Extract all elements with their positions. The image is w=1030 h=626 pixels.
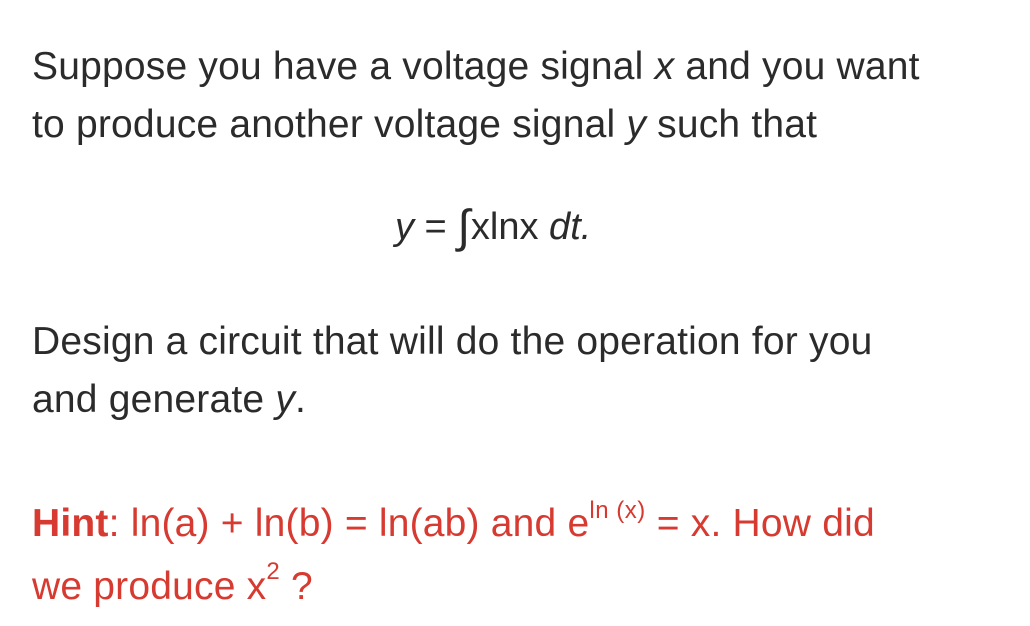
equals-sign: = [414, 206, 458, 248]
hint-line-1: Hint: ln(a) + ln(b) = ln(ab) and $e^{ln (x)} = x$. How did [32, 497, 875, 545]
hint-line-2: we produce $x^2$ ? [32, 558, 313, 608]
hint-label: Hint [32, 502, 109, 545]
hint-square-exponent: 2 [266, 558, 280, 585]
integrand: xlnx [470, 206, 539, 248]
integral-sign: ∫ [457, 200, 470, 252]
question-text [32, 38, 920, 154]
var-x: x [654, 45, 675, 88]
question-line-1: Suppose you have a voltage signal x and you want [32, 45, 920, 88]
hint-question: = x. How did [645, 502, 875, 545]
design-line-2: and generate y. [32, 378, 307, 421]
question-line-2: to produce another voltage signal y such that [32, 103, 818, 146]
hint-exponent: ln (x) [589, 497, 646, 524]
differential: dt. [538, 206, 592, 248]
design-instruction [32, 313, 872, 429]
var-y: y [626, 103, 647, 146]
equation-lhs: y [395, 206, 414, 248]
hint-text [32, 495, 875, 621]
integral-equation [395, 198, 591, 252]
var-y-output: y [275, 378, 296, 421]
design-line-1: Design a circuit that will do the operation for you [32, 320, 873, 363]
hint-identity: ln(a) + ln(b) = ln(ab) and e [130, 502, 590, 545]
